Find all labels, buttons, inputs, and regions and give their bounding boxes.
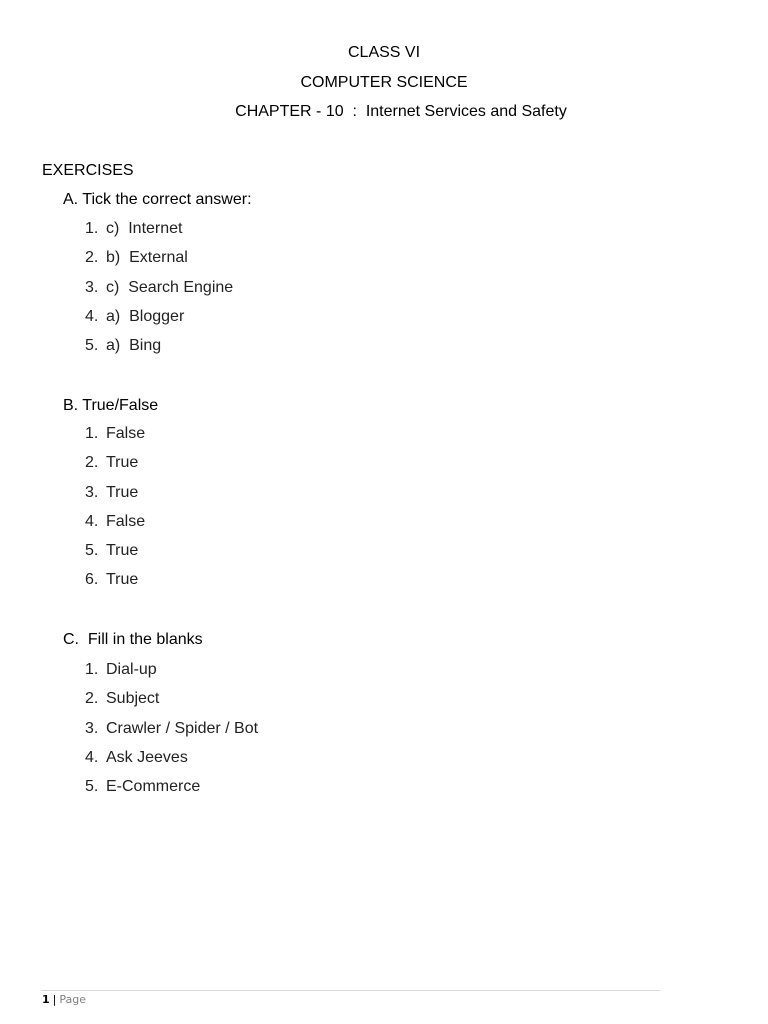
section-b-list xyxy=(85,424,145,600)
item-text: c) Internet xyxy=(106,220,183,237)
item-text: Crawler / Spider / Bot xyxy=(106,719,259,737)
list-item xyxy=(85,748,258,777)
item-number: 4. xyxy=(85,748,99,766)
item-text: E-Commerce xyxy=(106,778,201,796)
item-number: 4. xyxy=(85,307,99,325)
item-text: False xyxy=(106,425,146,442)
item-number: 4. xyxy=(85,512,99,530)
footer-divider xyxy=(41,990,660,991)
item-number: 2. xyxy=(85,249,99,267)
item-text: True xyxy=(106,571,139,589)
list-item xyxy=(85,777,258,806)
list-item xyxy=(85,307,233,336)
class-heading: CLASS VI xyxy=(347,44,421,61)
item-text: Subject xyxy=(106,690,160,708)
item-text: False xyxy=(106,512,146,530)
list-item xyxy=(85,512,145,541)
exercises-label: EXERCISES xyxy=(42,162,134,179)
footer-separator: | xyxy=(52,993,57,1006)
list-item xyxy=(85,483,145,512)
page-label: Page xyxy=(59,993,87,1006)
item-number: 5. xyxy=(85,337,99,355)
item-text: True xyxy=(106,454,139,472)
section-c-title-text: C. Fill in the blanks xyxy=(63,631,203,648)
section-a-title: A. Tick the correct answer: xyxy=(63,191,252,208)
chapter-title: CHAPTER - 10 : Internet Services and Safety xyxy=(235,103,567,120)
item-text: a) Blogger xyxy=(106,307,185,325)
item-number: 3. xyxy=(85,278,99,296)
item-number: 5. xyxy=(85,542,99,560)
item-number: 1. xyxy=(85,425,99,442)
list-item xyxy=(85,719,258,748)
section-a-list xyxy=(85,219,233,365)
list-item xyxy=(85,219,233,248)
chapter-heading xyxy=(0,102,768,122)
item-text: b) External xyxy=(106,249,188,267)
section-c-title xyxy=(63,630,203,650)
page-number: 1 xyxy=(42,993,50,1006)
item-text: True xyxy=(106,542,139,560)
subject-heading: COMPUTER SCIENCE xyxy=(300,74,468,91)
item-text: Ask Jeeves xyxy=(106,748,188,766)
item-text: c) Search Engine xyxy=(106,278,234,296)
list-item xyxy=(85,248,233,277)
item-number: 1. xyxy=(85,661,99,678)
list-item xyxy=(85,570,145,599)
list-item xyxy=(85,541,145,570)
list-item xyxy=(85,660,258,689)
page-footer xyxy=(42,993,86,1007)
item-number: 5. xyxy=(85,778,99,796)
list-item xyxy=(85,336,233,365)
item-number: 3. xyxy=(85,483,99,501)
section-b-title: B. True/False xyxy=(63,397,159,414)
item-text: a) Bing xyxy=(106,337,162,355)
item-text: True xyxy=(106,483,139,501)
item-text: Dial-up xyxy=(106,661,157,678)
item-number: 1. xyxy=(85,220,99,237)
item-number: 2. xyxy=(85,690,99,708)
list-item xyxy=(85,278,233,307)
item-number: 6. xyxy=(85,571,99,589)
item-number: 3. xyxy=(85,719,99,737)
list-item xyxy=(85,453,145,482)
section-c-list xyxy=(85,660,258,806)
list-item xyxy=(85,689,258,718)
item-number: 2. xyxy=(85,454,99,472)
list-item xyxy=(85,424,145,453)
